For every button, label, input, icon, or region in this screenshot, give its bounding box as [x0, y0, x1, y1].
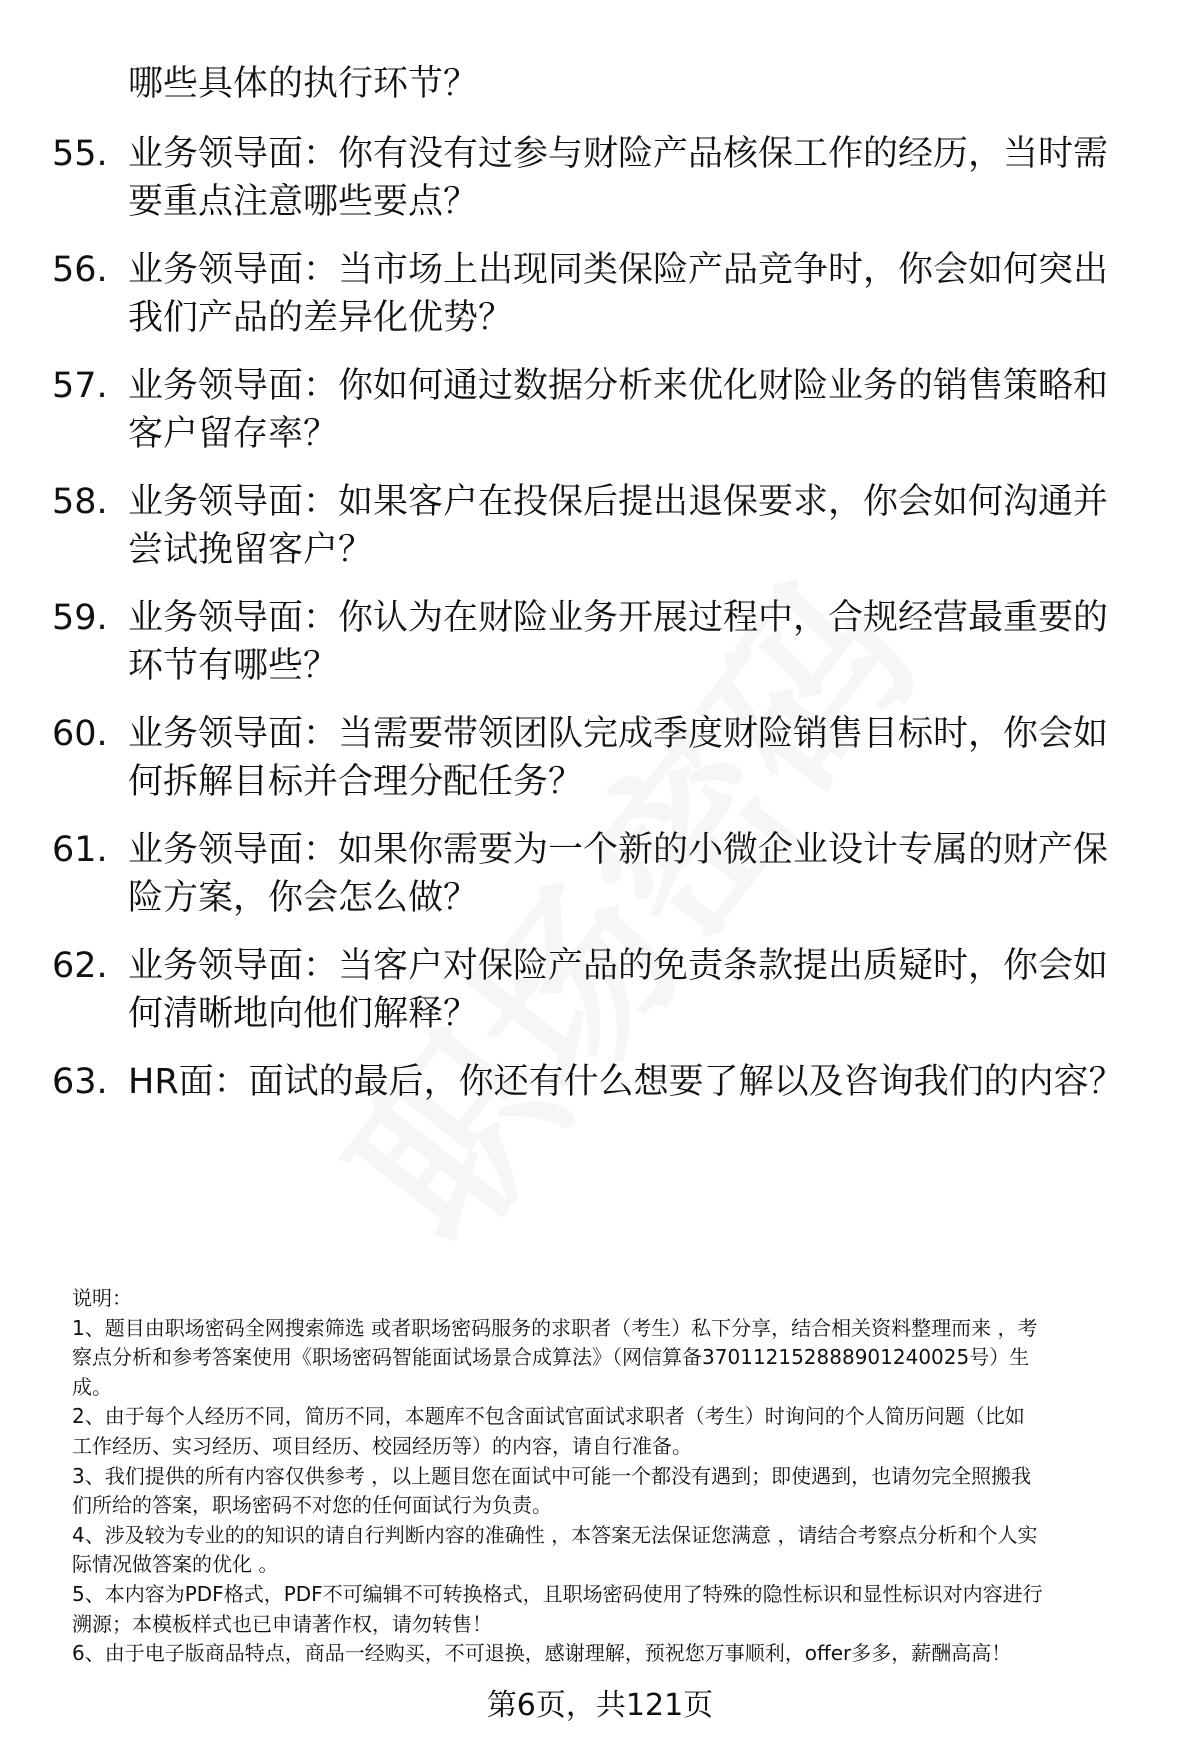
question-line: 业务领导面：你认为在财险业务开展过程中，合规经营最重要的 [128, 598, 1109, 638]
notes-line: 际情况做答案的优化 。 [72, 1552, 279, 1577]
question-number: 63. [52, 1062, 108, 1102]
question-line: 业务领导面：当需要带领团队完成季度财险销售目标时，你会如 [128, 714, 1109, 754]
question-text [128, 942, 1138, 1038]
question-line: 业务领导面：当市场上出现同类保险产品竞争时，你会如何突出 [128, 250, 1109, 290]
question-number: 55. [52, 134, 108, 174]
question-number: 57. [52, 366, 108, 406]
question-line: 尝试挽留客户？ [128, 530, 374, 570]
disclaimer-notes [72, 1284, 1162, 1669]
question-text [128, 826, 1138, 922]
question-line: 客户留存率？ [128, 414, 339, 454]
notes-line: 4、涉及较为专业的的知识的请自行判断内容的准确性 ，本答案无法保证您满意 ，请结合考察点分析和个人实 [72, 1522, 1038, 1547]
question-number: 62. [52, 946, 108, 986]
notes-line: 成。 [72, 1374, 112, 1399]
notes-line: 们所给的答案，职场密码不对您的任何面试行为负责。 [72, 1493, 552, 1518]
question-text [128, 362, 1138, 458]
question-number: 59. [52, 598, 108, 638]
question-line: 我们产品的差异化优势？ [128, 298, 514, 338]
notes-line: 2、由于每个人经历不同，简历不同，本题库不包含面试官面试求职者（考生）时询问的个人简历问题（比如 [72, 1404, 1025, 1429]
question-line: 业务领导面：当客户对保险产品的免责条款提出质疑时，你会如 [128, 946, 1109, 986]
question-line: 业务领导面：如果客户在投保后提出退保要求，你会如何沟通并 [128, 482, 1109, 522]
question-text [128, 130, 1138, 226]
notes-line: 5、本内容为PDF格式，PDF不可编辑不可转换格式，且职场密码使用了特殊的隐性标识和显性标识对内容进行 [72, 1581, 1043, 1606]
notes-line: 溯源；本模板样式也已申请著作权，请勿转售！ [72, 1611, 492, 1636]
notes-line: 1、题目由职场密码全网搜索筛选 或者职场密码服务的求职者（考生）私下分享，结合相关资料整理而来 ，考 [72, 1315, 1038, 1340]
question-number: 60. [52, 714, 108, 754]
page-number-footer: 第6页，共121页 [486, 1688, 714, 1723]
question-text [128, 1058, 1138, 1106]
question-line: 何拆解目标并合理分配任务？ [128, 762, 584, 802]
question-number: 58. [52, 482, 108, 522]
question-text [128, 594, 1138, 690]
question-line: 业务领导面：你如何通过数据分析来优化财险业务的销售策略和 [128, 366, 1109, 406]
question-text [128, 710, 1138, 806]
continued-question-line: 哪些具体的执行环节？ [128, 64, 479, 104]
question-text [128, 478, 1138, 574]
notes-line: 工作经历、实习经历、项目经历、校园经历等）的内容，请自行准备。 [72, 1433, 692, 1458]
notes-line: 6、由于电子版商品特点，商品一经购买，不可退换，感谢理解，预祝您万事顺利，offer多多，薪酬高高！ [72, 1641, 1012, 1666]
notes-line: 察点分析和参考答案使用《职场密码智能面试场景合成算法》（网信算备370112152888901240025号）生 [72, 1345, 1030, 1370]
question-line: 业务领导面：你有没有过参与财险产品核保工作的经历，当时需 [128, 134, 1109, 174]
question-line: 险方案，你会怎么做？ [128, 878, 479, 918]
question-line: 要重点注意哪些要点？ [128, 182, 479, 222]
question-text [128, 246, 1138, 342]
question-line: 环节有哪些？ [128, 646, 339, 686]
question-line: HR面：面试的最后，你还有什么想要了解以及咨询我们的内容？ [128, 1062, 1124, 1102]
question-line: 业务领导面：如果你需要为一个新的小微企业设计专属的财产保 [128, 830, 1109, 870]
question-line: 何清晰地向他们解释？ [128, 994, 479, 1034]
question-number: 56. [52, 250, 108, 290]
notes-heading: 说明： [72, 1286, 132, 1310]
notes-line: 3、我们提供的所有内容仅供参考 ，以上题目您在面试中可能一个都没有遇到；即使遇到，也请勿完全照搬我 [72, 1463, 1032, 1488]
question-number: 61. [52, 830, 108, 870]
